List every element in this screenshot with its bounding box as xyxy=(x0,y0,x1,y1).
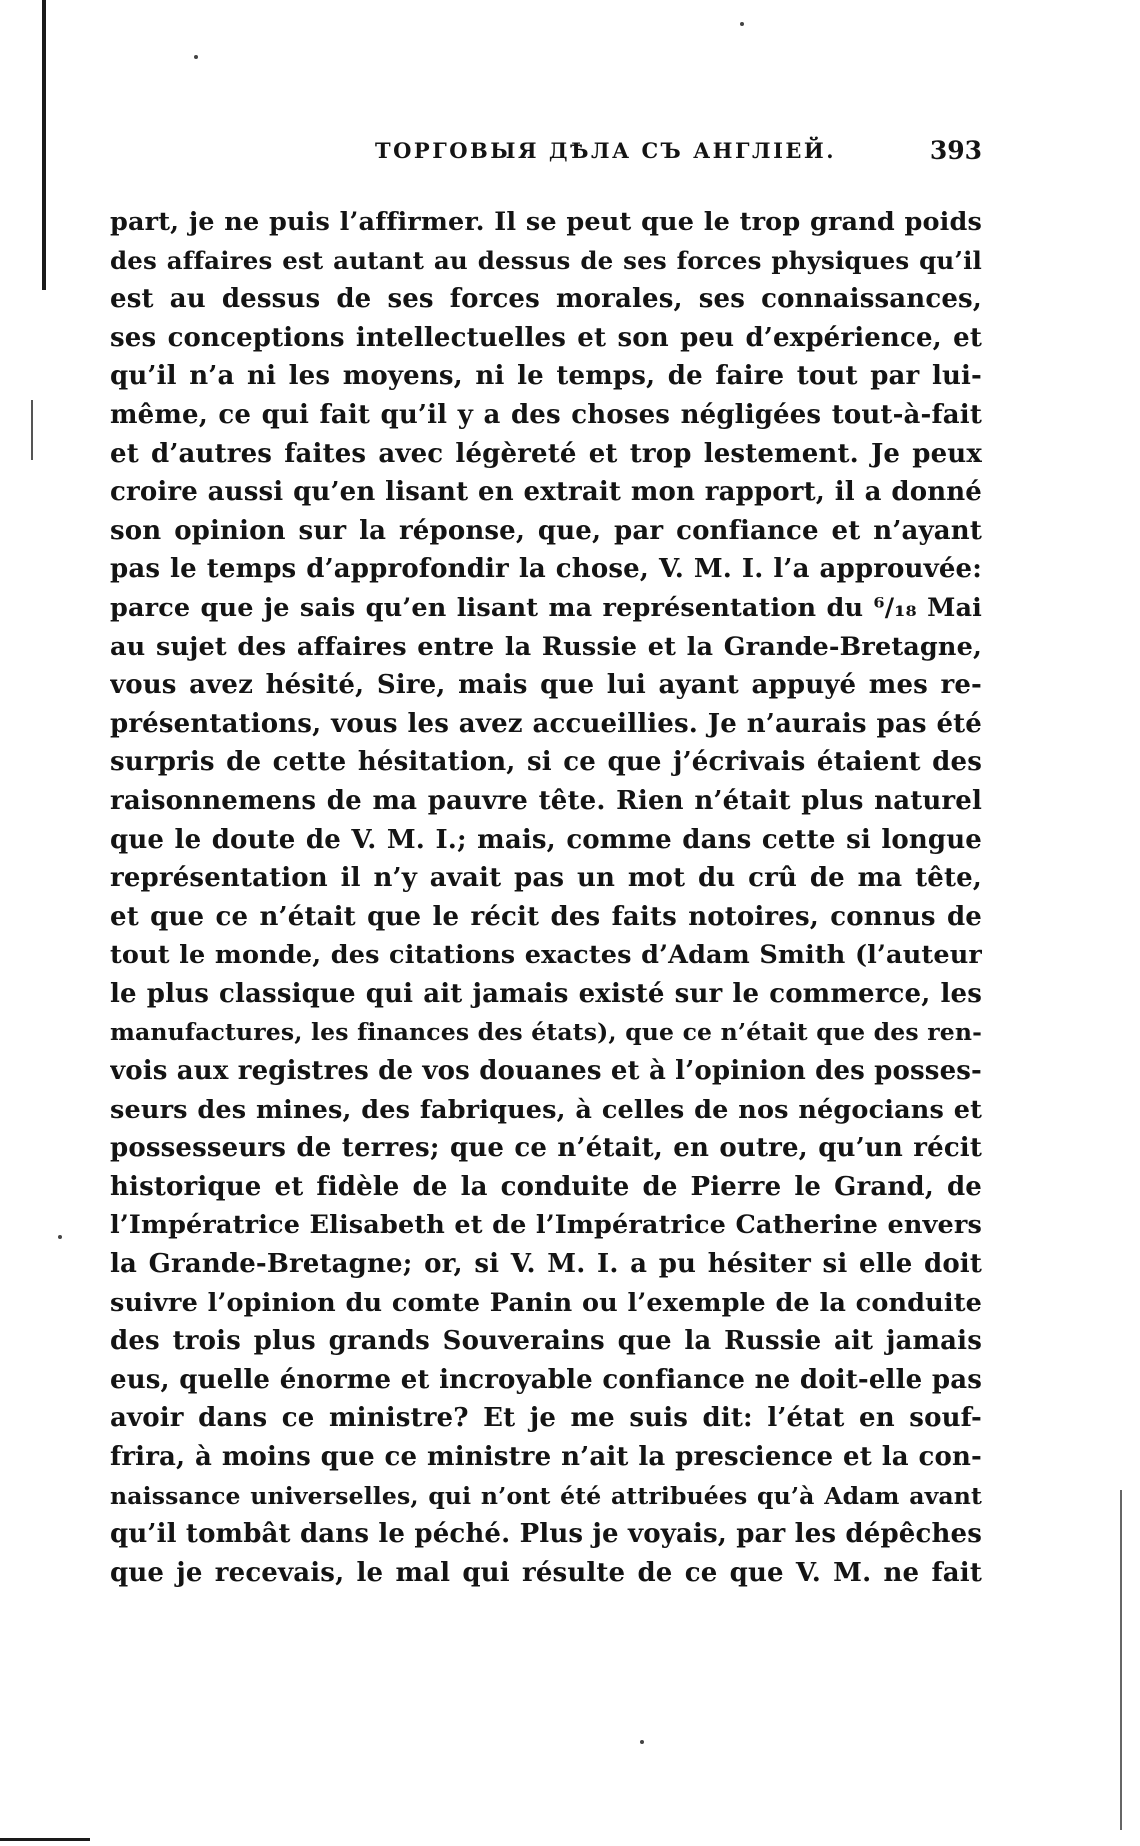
text-line: le plus classique qui ait jamais existé sur le commerce, les xyxy=(110,978,982,1009)
text-line: représentation il n’y avait pas un mot du crû de ma tête, xyxy=(110,863,982,894)
text-line: au sujet des affaires entre la Russie et la Grande-Bretagne, xyxy=(110,631,982,662)
scan-speck xyxy=(58,1235,62,1239)
text-line: et d’autres faites avec légèreté et trop lestement. Je peux xyxy=(110,438,982,469)
scan-speck xyxy=(740,22,744,26)
text-line: part, je ne puis l’affirmer. Il se peut que le trop grand poids xyxy=(110,207,982,237)
text-line: la Grande-Bretagne; or, si V. M. I. a pu hésiter si elle doit xyxy=(110,1249,982,1280)
text-line: vous avez hésité, Sire, mais que lui ayant appuyé mes re- xyxy=(110,670,982,701)
text-line: possesseurs de terres; que ce n’était, en outre, qu’un récit xyxy=(110,1133,982,1164)
text-line: avoir dans ce ministre? Et je me suis dit: l’état en souf- xyxy=(110,1403,982,1434)
text-line: des trois plus grands Souverains que la Russie ait jamais xyxy=(110,1326,982,1357)
text-line: et que ce n’était que le récit des faits notoires, connus de xyxy=(110,901,982,932)
scan-edge-left xyxy=(42,0,46,290)
text-line: vois aux registres de vos douanes et à l’opinion des posses- xyxy=(110,1056,982,1087)
text-line: croire aussi qu’en lisant en extrait mon rapport, il a donné xyxy=(110,477,982,508)
running-title: ТОРГОВЫЯ ДѢЛА СЪ АНГЛІЕЙ. xyxy=(375,138,837,163)
text-line: l’Impératrice Elisabeth et de l’Impératrice Catherine envers xyxy=(110,1210,982,1241)
text-line: surpris de cette hésitation, si ce que j’écrivais étaient des xyxy=(110,747,982,778)
text-line: suivre l’opinion du comte Panin ou l’exemple de la conduite xyxy=(110,1287,982,1318)
text-line: seurs des mines, des fabriques, à celles de nos négocians et xyxy=(110,1094,982,1125)
text-line: frira, à moins que ce ministre n’ait la prescience et la con- xyxy=(110,1442,982,1472)
scan-speck xyxy=(640,1740,644,1744)
scan-speck xyxy=(194,55,198,59)
text-line: historique et fidèle de la conduite de Pierre le Grand, de xyxy=(110,1171,982,1202)
scan-edge-right xyxy=(1120,1490,1122,1830)
text-line: tout le monde, des citations exactes d’Adam Smith (l’auteur xyxy=(110,940,982,971)
body-text xyxy=(110,203,982,1592)
scan-edge-bottom xyxy=(0,1838,90,1841)
text-line: qu’il n’a ni les moyens, ni le temps, de faire tout par lui- xyxy=(110,361,982,392)
text-line: présentations, vous les avez accueillies. Je n’aurais pas été xyxy=(110,708,982,739)
text-line: que le doute de V. M. I.; mais, comme dans cette si longue xyxy=(110,824,982,855)
text-line: des affaires est autant au dessus de ses forces physiques qu’il xyxy=(110,245,982,275)
text-line: manufactures, les finances des états), que ce n’était que des ren- xyxy=(110,1018,982,1047)
text-line: est au dessus de ses forces morales, ses connaissances, xyxy=(110,284,982,315)
text-line: eus, quelle énorme et incroyable confiance ne doit-elle pas xyxy=(110,1364,982,1395)
text-line: naissance universelles, qui n’ont été attribuées qu’à Adam avant xyxy=(110,1481,982,1510)
page-number: 393 xyxy=(929,136,982,165)
scan-edge-mark xyxy=(31,400,33,460)
page-header xyxy=(110,138,982,178)
text-line: son opinion sur la réponse, que, par confiance et n’ayant xyxy=(110,515,982,546)
text-line: ses conceptions intellectuelles et son peu d’expérience, et xyxy=(110,322,982,353)
text-line: parce que je sais qu’en lisant ma représentation du ⁶/₁₈ Mai xyxy=(110,592,982,623)
text-line: que je recevais, le mal qui résulte de ce que V. M. ne fait xyxy=(110,1557,982,1588)
text-line: raisonnemens de ma pauvre tête. Rien n’était plus naturel xyxy=(110,785,982,816)
text-line: qu’il tombât dans le péché. Plus je voyais, par les dépêches xyxy=(110,1519,982,1550)
text-line: pas le temps d’approfondir la chose, V. M. I. l’a approuvée: xyxy=(110,554,982,585)
text-line: même, ce qui fait qu’il y a des choses négligées tout-à-fait xyxy=(110,399,982,430)
